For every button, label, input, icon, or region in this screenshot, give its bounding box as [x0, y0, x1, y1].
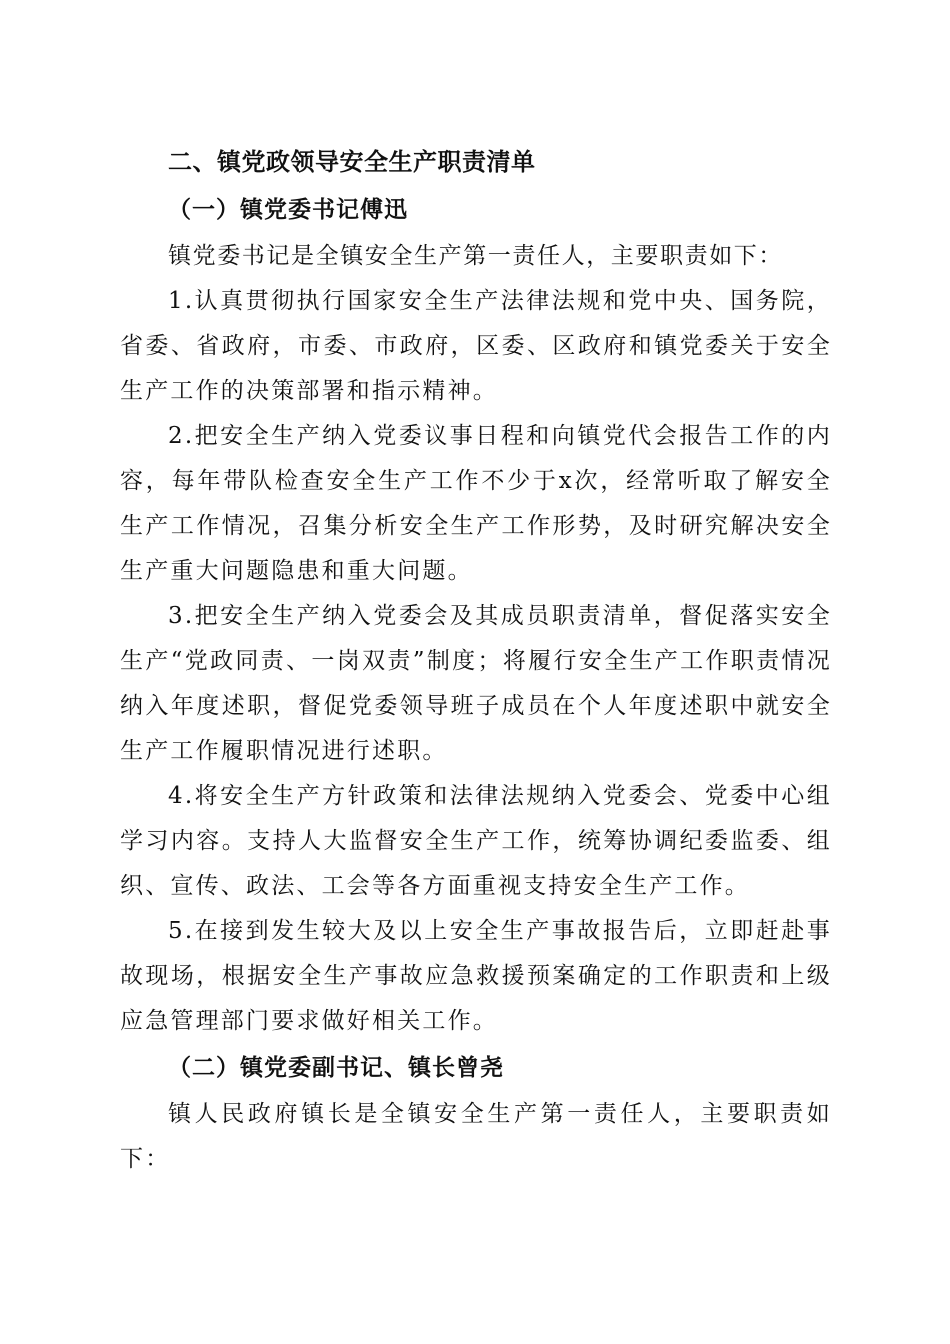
part1-item-4: 4.将安全生产方针政策和法律法规纳入党委会、党委中心组学习内容。支持人大监督安全生产工作，统筹协调纪委监委、组织、宣传、政法、工会等各方面重视支持安全生产工作。 [120, 783, 832, 899]
part1-item-1: 1.认真贯彻执行国家安全生产法律法规和党中央、国务院，省委、省政府，市委、市政府，区委、区政府和镇党委关于安全生产工作的决策部署和指示精神。 [120, 288, 832, 404]
part1-item-3: 3.把安全生产纳入党委会及其成员职责清单，督促落实安全生产“党政同责、一岗双责”制度；将履行安全生产工作职责情况纳入年度述职，督促党委领导班子成员在个人年度述职中就安全生产工作履职情况进行述职。 [120, 603, 832, 764]
part2-heading: （二）镇党委副书记、镇长曾尧 [168, 1054, 504, 1081]
document-body [120, 138, 832, 1182]
part1-item-2: 2.把安全生产纳入党委议事日程和向镇党代会报告工作的内容，每年带队检查安全生产工作不少于x次，经常听取了解安全生产工作情况，召集分析安全生产工作形势，及时研究解决安全生产重大问题隐患和重大问题。 [120, 423, 832, 584]
section-title: 二、镇党政领导安全生产职责清单 [168, 148, 536, 176]
part1-heading: （一）镇党委书记傅迅 [168, 196, 408, 223]
part1-item-5: 5.在接到发生较大及以上安全生产事故报告后，立即赶赴事故现场，根据安全生产事故应急救援预案确定的工作职责和上级应急管理部门要求做好相关工作。 [120, 918, 832, 1034]
part1-intro: 镇党委书记是全镇安全生产第一责任人，主要职责如下： [168, 243, 783, 269]
part2-intro: 镇人民政府镇长是全镇安全生产第一责任人，主要职责如下： [120, 1101, 832, 1172]
